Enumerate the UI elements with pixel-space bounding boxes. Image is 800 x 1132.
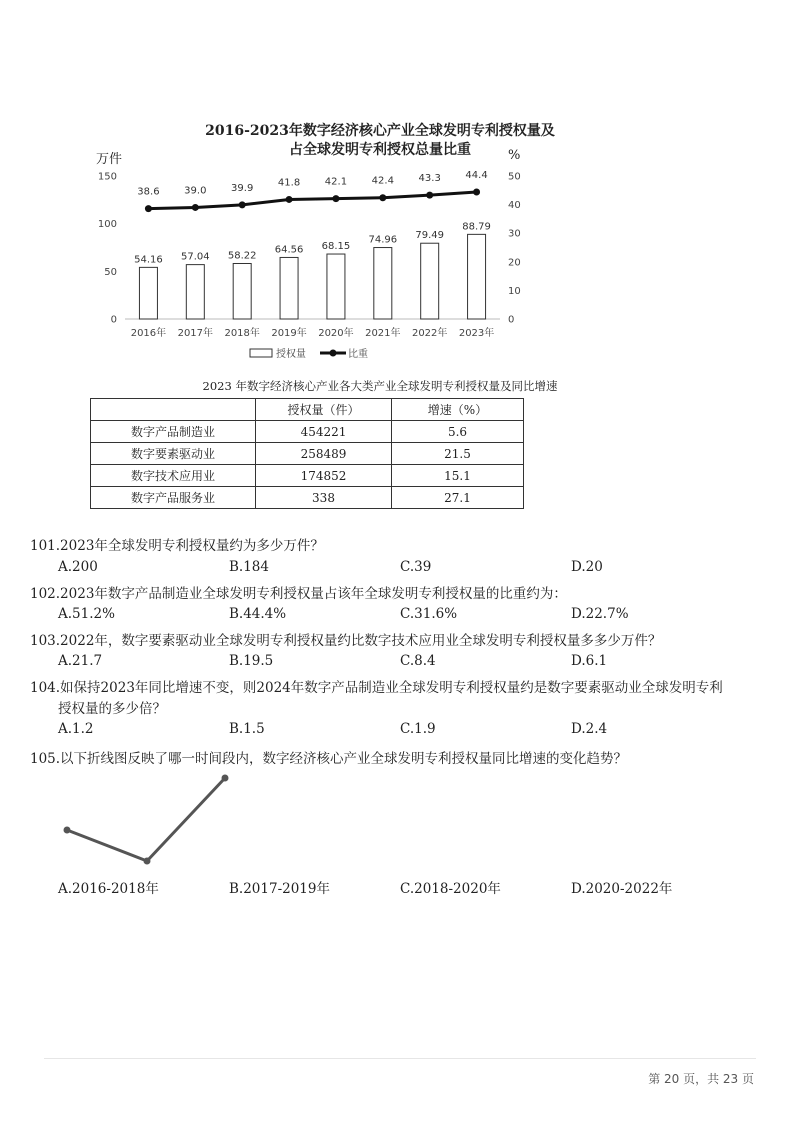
right-axis-tick-label: 20 <box>508 257 521 269</box>
right-axis-tick-label: 40 <box>508 200 521 212</box>
right-axis-tick-label: 10 <box>508 285 521 297</box>
bar-data-label: 58.22 <box>227 250 257 262</box>
table-header-row <box>91 399 524 421</box>
line-data-label: 42.4 <box>371 175 394 187</box>
bar <box>280 257 298 319</box>
option-b: B.2017-2019年 <box>229 881 330 897</box>
table-header-cell: 增速（%） <box>392 399 524 421</box>
option-d: D.2.4 <box>571 721 608 737</box>
left-axis-unit: 万件 <box>96 152 123 167</box>
x-axis-tick-label: 2022年 <box>411 328 448 339</box>
option-b: B.44.4% <box>229 606 287 622</box>
table-cell: 数字要素驱动业 <box>91 443 256 465</box>
bar <box>139 267 157 319</box>
option-d: D.6.1 <box>571 653 608 669</box>
legend-bar-label: 授权量 <box>276 349 306 360</box>
bar-data-label: 79.49 <box>415 230 445 242</box>
option-b: B.184 <box>229 559 269 575</box>
line-point <box>332 195 339 202</box>
option-a: A.51.2% <box>58 606 115 622</box>
option-a: A.1.2 <box>58 721 94 737</box>
trend-line-figure <box>55 768 245 873</box>
bar <box>374 248 392 319</box>
option-c: C.39 <box>400 559 432 575</box>
option-d: D.2020-2022年 <box>571 881 673 897</box>
trend-point <box>222 775 229 782</box>
x-axis-tick-label: 2018年 <box>224 328 260 339</box>
table-header-cell <box>91 399 256 421</box>
right-axis-tick-label: 50 <box>508 171 521 183</box>
line-point <box>473 189 480 196</box>
table-row <box>91 465 524 487</box>
x-axis-tick-label: 2020年 <box>318 328 354 339</box>
chart-title-line2: 占全球发明专利授权总量比重 <box>289 142 471 158</box>
option-a: A.2016-2018年 <box>58 881 159 897</box>
line-data-label: 43.3 <box>418 173 441 185</box>
option-a: A.21.7 <box>58 653 103 669</box>
table-cell: 数字产品制造业 <box>91 421 256 443</box>
table-cell: 174852 <box>256 465 392 487</box>
question-105: 105.以下折线图反映了哪一时间段内，数字经济核心产业全球发明专利授权量同比增速的变化趋势？ <box>30 751 628 767</box>
page-number: 第 20 页，共 23 页 <box>648 1072 754 1086</box>
bar-data-label: 68.15 <box>321 241 351 253</box>
question-104-cont: 授权量的多少倍？ <box>58 701 166 717</box>
line-data-label: 44.4 <box>465 170 488 182</box>
bar-data-label: 57.04 <box>180 251 210 263</box>
bar <box>468 234 486 319</box>
question-101: 101.2023年全球发明专利授权量约为多少万件？ <box>30 538 324 554</box>
line-data-label: 39.9 <box>231 182 254 194</box>
trend-point <box>144 858 151 865</box>
line-data-label: 42.1 <box>324 176 348 188</box>
x-axis-tick-label: 2016年 <box>130 328 167 339</box>
bar-data-label: 74.96 <box>368 234 398 246</box>
table-cell: 27.1 <box>392 487 524 509</box>
bar <box>233 263 251 319</box>
line-data-label: 39.0 <box>184 185 207 197</box>
legend-line-label: 比重 <box>348 349 368 360</box>
line-point <box>379 194 386 201</box>
trend-line <box>67 778 225 861</box>
line-point <box>286 196 293 203</box>
option-b: B.1.5 <box>229 721 265 737</box>
legend-line-marker <box>330 350 337 357</box>
table-cell: 454221 <box>256 421 392 443</box>
line-data-label: 38.6 <box>137 186 160 198</box>
table-header-cell: 授权量（件） <box>256 399 392 421</box>
x-axis-tick-label: 2021年 <box>365 328 401 339</box>
bar <box>327 254 345 319</box>
question-104: 104.如保持2023年同比增速不变，则2024年数字产品制造业全球发明专利授权量约是数字要素驱动业全球发明专利 <box>30 680 723 696</box>
question-103: 103.2022年，数字要素驱动业全球发明专利授权量约比数字技术应用业全球发明专利授权量多多少万件？ <box>30 633 662 649</box>
table-title: 2023 年数字经济核心产业各大类产业全球发明专利授权量及同比增速 <box>202 379 558 393</box>
left-axis-tick-label: 0 <box>110 314 117 326</box>
table-cell: 15.1 <box>392 465 524 487</box>
table-cell: 5.6 <box>392 421 524 443</box>
table-row <box>91 443 524 465</box>
chart-title-line1: 2016-2023年数字经济核心产业全球发明专利授权量及 <box>205 123 555 139</box>
left-axis-tick-label: 50 <box>104 266 117 278</box>
option-c: C.31.6% <box>400 606 458 622</box>
right-axis-tick-label: 30 <box>508 228 521 240</box>
legend-bar-swatch <box>250 349 272 357</box>
line-point <box>192 204 199 211</box>
bar-data-label: 88.79 <box>462 221 491 233</box>
table-cell: 21.5 <box>392 443 524 465</box>
option-a: A.200 <box>58 559 98 575</box>
bar <box>421 243 439 319</box>
table-row <box>91 487 524 509</box>
bar <box>186 265 204 319</box>
option-b: B.19.5 <box>229 653 274 669</box>
option-c: C.2018-2020年 <box>400 881 501 897</box>
table-cell: 数字产品服务业 <box>91 487 256 509</box>
table-cell: 258489 <box>256 443 392 465</box>
option-c: C.8.4 <box>400 653 436 669</box>
table-cell: 338 <box>256 487 392 509</box>
option-d: D.22.7% <box>571 606 629 622</box>
right-axis-unit: % <box>508 148 521 163</box>
combo-chart <box>80 162 540 372</box>
table-cell: 数字技术应用业 <box>91 465 256 487</box>
x-axis-tick-label: 2017年 <box>177 328 214 339</box>
line-point <box>145 205 152 212</box>
option-c: C.1.9 <box>400 721 436 737</box>
question-102: 102.2023年数字产品制造业全球发明专利授权量占该年全球发明专利授权量的比重约为： <box>30 586 567 602</box>
trend-point <box>64 827 71 834</box>
line-point <box>239 201 246 208</box>
footer-divider <box>44 1058 756 1059</box>
line-data-label: 41.8 <box>277 177 301 189</box>
x-axis-tick-label: 2023年 <box>458 328 495 339</box>
option-d: D.20 <box>571 559 603 575</box>
data-table <box>90 398 524 509</box>
left-axis-tick-label: 150 <box>97 171 117 183</box>
bar-data-label: 54.16 <box>134 254 163 266</box>
line-point <box>426 192 433 199</box>
right-axis-tick-label: 0 <box>508 314 515 326</box>
left-axis-tick-label: 100 <box>97 219 117 231</box>
x-axis-tick-label: 2019年 <box>271 328 307 339</box>
chart-title <box>100 122 660 160</box>
table-row <box>91 421 524 443</box>
bar-data-label: 64.56 <box>274 244 304 256</box>
